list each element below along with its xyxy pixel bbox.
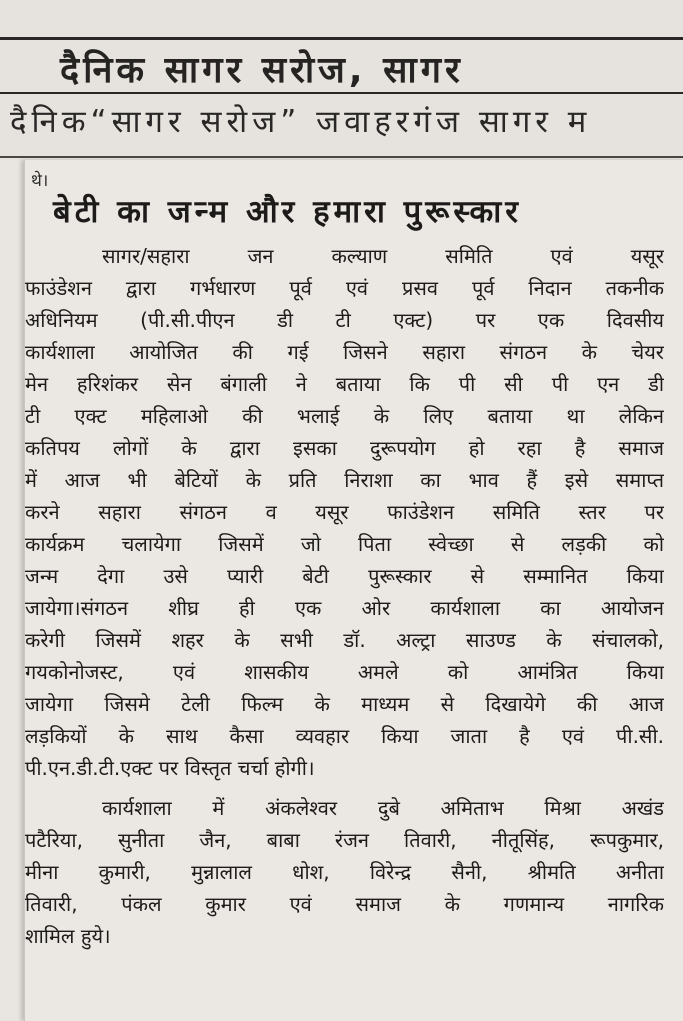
article-line: सागर/सहारा जन कल्याण समिति एवं यसूर [102,244,664,268]
article-line: मीना कुमारी, मुन्नालाल धोश, विरेन्द्र सैनी, श्रीमति अनीता [25,860,664,884]
article-line: अधिनियम (पी.सी.पीएन डी टी एक्ट) पर एक दिवसीय [25,308,664,332]
article-headline: बेटी का जन्म और हमारा पुरूस्कार [53,194,522,230]
newspaper-name-strip: दैनिक“सागर सरोज” जवाहरगंज सागर म [10,104,592,140]
article-line: पटैरिया, सुनीता जैन, बाबा रंजन तिवारी, नीतूसिंह, रूपकुमार, [25,828,664,852]
masthead-top-rule [0,37,683,40]
article-line: जायेगा जिसमे टेली फिल्म के माध्यम से दिखायेगे की आज [25,692,664,716]
article-line: जायेगा।संगठन शीघ्र ही एक ओर कार्यशाला का आयोजन [25,596,664,620]
article-line: लड़कियों के साथ कैसा व्यवहार किया जाता है एवं पी.सी. [25,724,664,748]
newspaper-masthead: दैनिक सागर सरोज, सागर [60,50,464,91]
article-line: फाउंडेशन द्वारा गर्भधारण पूर्व एवं प्रसव पूर्व निदान तकनीक [25,276,664,300]
article-line: में आज भी बेटियों के प्रति निराशा का भाव हैं इसे समाप्त [25,468,664,492]
news-clipping [24,160,683,1021]
article-line: गयकोनोजस्ट, एवं शासकीय अमले को आमंत्रित किया [25,660,664,684]
article-line: करेगी जिसमें शहर के सभी डॉ. अल्ट्रा साउण्ड के संचालको, [25,628,664,652]
masthead-bottom-rule [0,92,683,94]
article-line: जन्म देगा उसे प्यारी बेटी पुरूस्कार से सम्मानित किया [25,564,664,588]
article-line: शामिल हुये। [25,924,111,948]
article-line: कार्यक्रम चलायेगा जिसमें जो पिता स्वेच्छा से लड़की को [25,532,664,556]
strip-bottom-rule [0,156,683,158]
article-line: तिवारी, पंकल कुमार एवं समाज के गणमान्य नागरिक [25,892,664,916]
article-line: करने सहारा संगठन व यसूर फाउंडेशन समिति स्तर पर [25,500,664,524]
article-line: पी.एन.डी.टी.एक्ट पर विस्तृत चर्चा होगी। [25,756,315,780]
article-line: कार्यशाला में अंकलेश्वर दुबे अमिताभ मिश्रा अखंड [102,796,664,820]
article-line: कतिपय लोगों के द्वारा इसका दुरूपयोग हो रहा है समाज [25,436,664,460]
clipping-lead-in: थे। [31,171,49,191]
article-line: मेन हरिशंकर सेन बंगाली ने बताया कि पी सी पी एन डी [25,372,664,396]
article-line: कार्यशाला आयोजित की गई जिसने सहारा संगठन के चेयर [25,340,664,364]
article-line: टी एक्ट महिलाओ की भलाई के लिए बताया था लेकिन [25,404,664,428]
